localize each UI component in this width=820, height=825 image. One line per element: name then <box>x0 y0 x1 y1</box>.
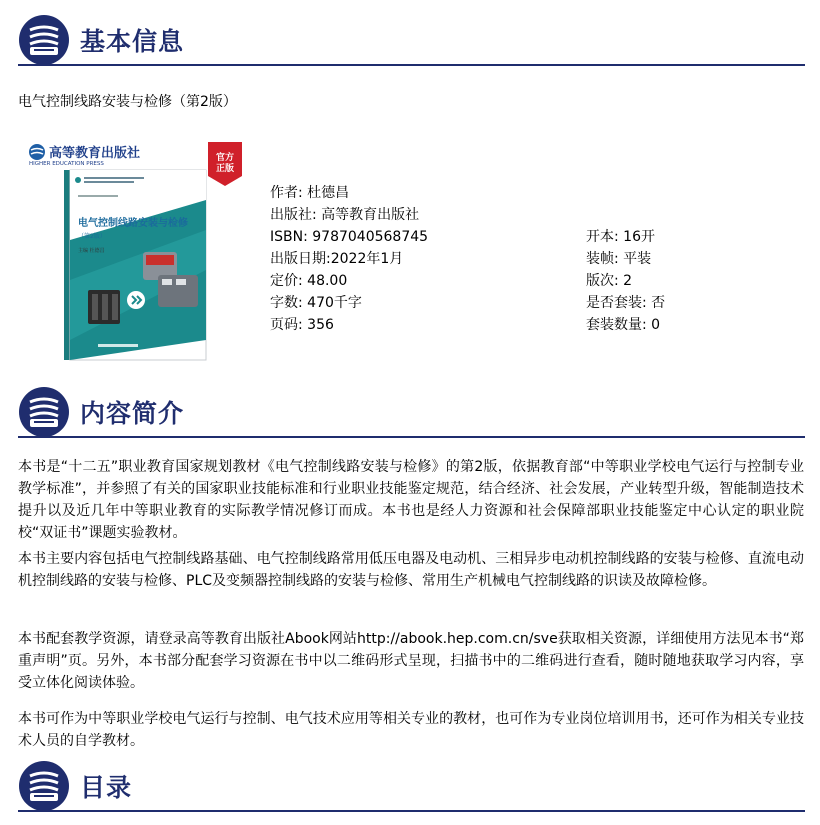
section-title: 基本信息 <box>80 27 185 56</box>
publisher-logo-text: 高等教育出版社 <box>49 146 141 161</box>
book-title: 电气控制线路安装与检修（第2版） <box>18 94 237 110</box>
section-title: 内容简介 <box>80 399 185 428</box>
set-count-field: 套装数量: 0 <box>586 317 661 333</box>
badge-line2: 正版 <box>215 164 235 174</box>
price-field: 定价: 48.00 <box>270 273 348 289</box>
section-divider <box>18 64 805 66</box>
section-header-toc <box>18 760 805 812</box>
publisher-field: 出版社: 高等教育出版社 <box>270 207 420 223</box>
section-header-summary <box>18 386 805 438</box>
summary-paragraph: 本书是“十二五”职业教育国家规划教材《电气控制线路安装与检修》的第2版，依据教育部“中等职业学校电气运行与控制专业教学标准”，并参照了有关的国家职业技能标准和行业职业技能鉴定规范，结合经济、社会发展，产业转型升级，智能制造技术提升以及近几年中等职业教育的实际教学情况修订而成。本书也是经人力资源和社会保障部职业技能鉴定中心认定的职业院校“双证书”课题实验教材。 <box>18 459 804 541</box>
book-stack-icon <box>18 14 70 66</box>
edition-field: 版次: 2 <box>586 273 633 289</box>
section-header-basic-info <box>18 14 805 66</box>
cover-edition: （第2版） <box>78 233 106 240</box>
book-cover-image <box>28 140 246 362</box>
official-badge <box>208 142 242 186</box>
section-divider <box>18 810 805 812</box>
summary-paragraph: 本书配套教学资源，请登录高等教育出版社Abook网站http://abook.hep.com.cn/sve获取相关资源，详细使用方法见本书“郑重声明”页。另外，本书部分配套学习资源在书中以二维码形式呈现，扫描书中的二维码进行查看，随时随地获取学习内容，享受立体化阅读体验。 <box>18 631 804 691</box>
book-stack-icon <box>18 386 70 438</box>
section-divider <box>18 436 805 438</box>
summary-paragraph: 本书主要内容包括电气控制线路基础、电气控制线路常用低压电器及电动机、三相异步电动机控制线路的安装与检修、直流电动机控制线路的安装与检修、PLC及变频器控制线路的安装与检修、常用生产机械电气控制线路的识读及故障检修。 <box>18 551 804 589</box>
badge-line1: 官方 <box>215 153 235 163</box>
book-fields-left <box>270 182 428 336</box>
word-count-field: 字数: 470千字 <box>270 295 362 311</box>
section-title: 目录 <box>80 773 133 802</box>
page-count-field: 页码: 356 <box>270 317 334 333</box>
book-body <box>64 170 206 360</box>
summary-paragraph: 本书可作为中等职业学校电气运行与控制、电气技术应用等相关专业的教材，也可作为专业岗位培训用书，还可作为相关专业技术人员的自学教材。 <box>18 711 804 749</box>
book-stack-icon <box>18 760 70 812</box>
author-field: 作者: 杜德昌 <box>270 185 350 201</box>
format-field: 开本: 16开 <box>586 229 655 245</box>
book-fields-right <box>586 226 665 336</box>
publisher-logo <box>29 144 140 167</box>
is-set-field: 是否套装: 否 <box>586 295 666 311</box>
publisher-logo-en: HIGHER EDUCATION PRESS <box>29 161 104 167</box>
binding-field: 装帧: 平装 <box>586 251 652 267</box>
publish-date-field: 出版日期:2022年1月 <box>270 251 404 267</box>
cover-title: 电气控制线路安装与检修 <box>78 218 188 229</box>
cover-author: 主编 杜德昌 <box>78 248 105 254</box>
isbn-field: ISBN: 9787040568745 <box>270 229 429 245</box>
